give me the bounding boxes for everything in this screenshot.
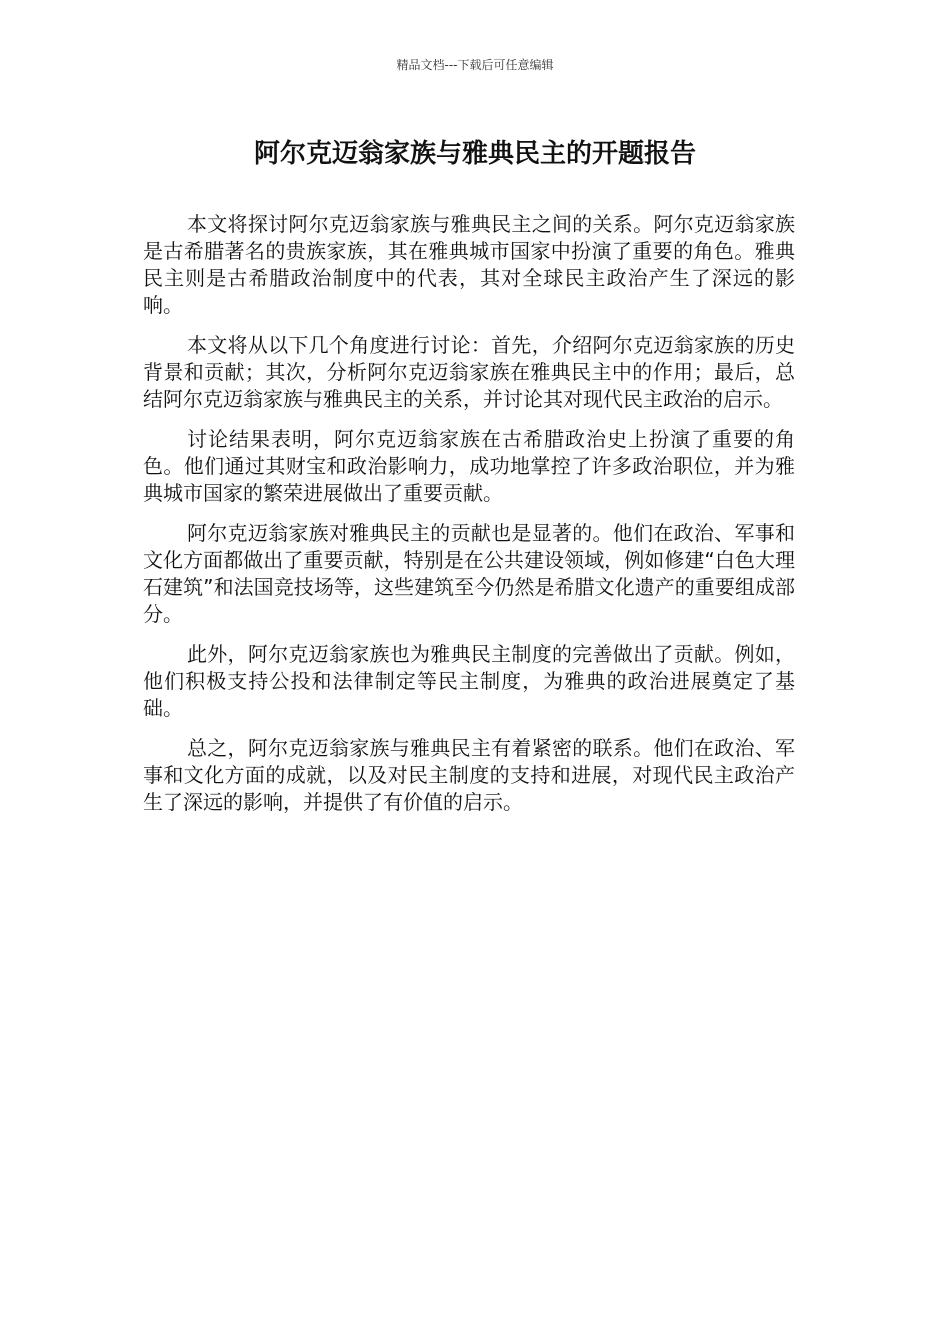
document-body [143,211,795,829]
header-note: 精品文档---下载后可任意编辑 [396,58,554,72]
paragraph-2: 本文将从以下几个角度进行讨论：首先，介绍阿尔克迈翁家族的历史背景和贡献；其次，分析阿尔克迈翁家族在雅典民主中的作用；最后，总结阿尔克迈翁家族与雅典民主的关系，并讨论其对现代民主政治的启示。 [143,333,795,411]
paragraph-3: 讨论结果表明，阿尔克迈翁家族在古希腊政治史上扮演了重要的角色。他们通过其财宝和政治影响力，成功地掌控了许多政治职位，并为雅典城市国家的繁荣进展做出了重要贡献。 [143,427,795,505]
paragraph-6: 总之，阿尔克迈翁家族与雅典民主有着紧密的联系。他们在政治、军事和文化方面的成就，以及对民主制度的支持和进展，对现代民主政治产生了深远的影响，并提供了有价值的启示。 [143,736,795,814]
document-title: 阿尔克迈翁家族与雅典民主的开题报告 [253,139,696,169]
paragraph-4: 阿尔克迈翁家族对雅典民主的贡献也是显著的。他们在政治、军事和文化方面都做出了重要贡献，特别是在公共建设领域，例如修建“白色大理石建筑”和法国竞技场等，这些建筑至今仍然是希腊文化遗产的重要组成部分。 [143,521,795,626]
paragraph-1: 本文将探讨阿尔克迈翁家族与雅典民主之间的关系。阿尔克迈翁家族是古希腊著名的贵族家族，其在雅典城市国家中扮演了重要的角色。雅典民主则是古希腊政治制度中的代表，其对全球民主政治产生了深远的影响。 [143,212,795,317]
paragraph-5: 此外，阿尔克迈翁家族也为雅典民主制度的完善做出了贡献。例如，他们积极支持公投和法律制定等民主制度，为雅典的政治进展奠定了基础。 [143,642,795,720]
